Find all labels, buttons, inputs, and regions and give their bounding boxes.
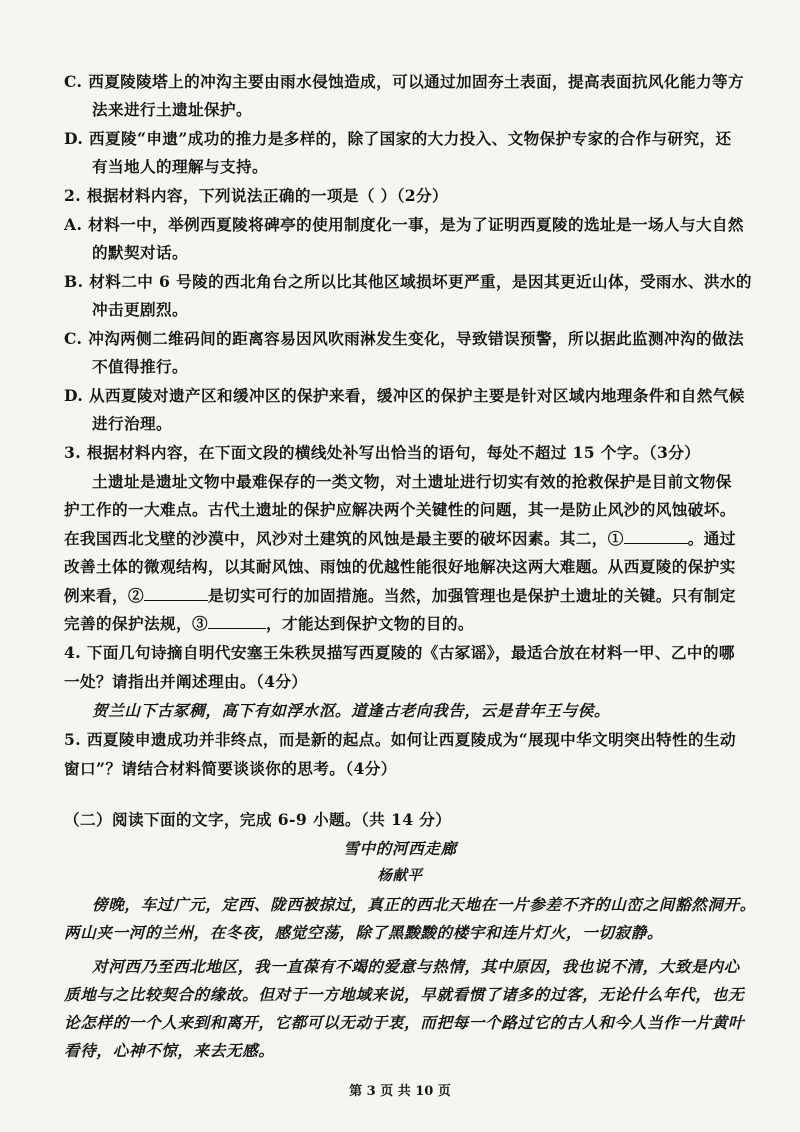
question-4-line2: 一处？请指出并阐述理由。（4分） [64, 672, 308, 691]
q3-passage-line2: 护工作的一大难点。古代土遗址的保护应解决两个关键性的问题，其一是防止风沙的风蚀破坏。 [64, 500, 736, 519]
option-c-line2: 法来进行土遗址保护。 [92, 100, 252, 119]
question-5-line1: 5. 西夏陵申遗成功并非终点，而是新的起点。如何让西夏陵成为“展现中华文明突出特性的生动 [64, 730, 737, 749]
q2-option-b-line1: B. 材料二中 6 号陵的西北角台之所以比其他区域损坏更严重，是因其更近山体，受雨水、洪水的 [64, 272, 752, 291]
article-p2-line3: 论怎样的一个人来到和离开，它都可以无动于衷，而把每一个路过它的古人和今人当作一片黄叶 [64, 1013, 745, 1032]
article-p1-line1: 傍晚，车过广元，定西、陇西被掠过，真正的西北天地在一片参差不齐的山峦之间豁然洞开。 [92, 895, 756, 914]
section-2-heading: （二）阅读下面的文字，完成 6-9 小题。（共 14 分） [64, 810, 452, 829]
article-p2-line4: 看待，心神不惊，来去无感。 [64, 1041, 275, 1060]
q2-option-d-line2: 进行治理。 [92, 414, 172, 433]
answer-blank-1[interactable] [624, 529, 688, 544]
page-footer: 第 3 页 共 10 页 [349, 1084, 451, 1099]
question-4-line1: 4. 下面几句诗摘自明代安塞王朱秩炅描写西夏陵的《古冢谣》，最适合放在材料一甲、乙中的哪 [64, 643, 735, 662]
q3-passage-line1: 土遗址是遗址文物中最难保存的一类文物，对土遗址进行切实有效的抢救保护是目前文物保 [92, 472, 732, 491]
q2-option-a-line1: A. 材料一中，举例西夏陵将碑亭的使用制度化一事，是为了证明西夏陵的选址是一场人与大自然 [64, 215, 744, 234]
question-5-line2: 窗口”？请结合材料简要谈谈你的思考。（4分） [64, 759, 397, 778]
q2-option-a-line2: 的默契对话。 [92, 243, 188, 262]
answer-blank-3[interactable] [208, 614, 266, 629]
q2-option-c-line2: 不值得推行。 [92, 357, 188, 376]
q2-option-b-line2: 冲击更剧烈。 [92, 300, 188, 319]
q3-passage-line5: 例来看，② 是切实可行的加固措施。当然，加强管理也是保护土遗址的关键。只有制定 [64, 586, 736, 605]
q2-option-d-line1: D. 从西夏陵对遗产区和缓冲区的保护来看，缓冲区的保护主要是针对区域内地理条件和自然气候 [64, 386, 745, 405]
option-d-line1: D. 西夏陵“申遗”成功的推力是多样的，除了国家的大力投入、文物保护专家的合作与研究，还 [64, 129, 732, 148]
article-p1-line2: 两山夹一河的兰州，在冬夜，感觉空荡，除了黑黢黢的楼宇和连片灯火，一切寂静。 [64, 923, 664, 942]
q3-passage-line6: 完善的保护法规，③ ，才能达到保护文物的目的。 [64, 614, 474, 633]
option-c-line1: C. 西夏陵陵塔上的冲沟主要由雨水侵蚀造成，可以通过加固夯土表面，提高表面抗风化能力等方 [64, 72, 744, 91]
option-d-line2: 有当地人的理解与支持。 [92, 157, 268, 176]
q3-passage-line3: 在我国西北戈壁的沙漠中，风沙对土建筑的风蚀是最主要的破坏因素。其二，① 。通过 [64, 529, 736, 548]
answer-blank-2[interactable] [144, 586, 208, 601]
question-2: 2. 根据材料内容，下列说法正确的一项是（ ）（2分） [64, 186, 449, 205]
q3-passage-line4: 改善土体的微观结构，以其耐风蚀、雨蚀的优越性能很好地解决这两大难题。从西夏陵的保护实 [64, 557, 736, 576]
poem-quote: 贺兰山下古冢稠，高下有如浮水沤。道逢古老向我告，云是昔年王与侯。 [92, 701, 611, 720]
article-title: 雪中的河西走廊 [343, 839, 457, 858]
q2-option-c-line1: C. 冲沟两侧二维码间的距离容易因风吹雨淋发生变化，导致错误预警，所以据此监测冲沟的做法 [64, 329, 744, 348]
question-3: 3. 根据材料内容，在下面文段的横线处补写出恰当的语句，每处不超过 15 个字。（3分） [64, 443, 701, 462]
article-p2-line2: 质地与之比较契合的缘故。但对于一方地域来说，早就看惯了诸多的过客，无论什么年代，也无 [64, 985, 745, 1004]
article-author: 杨献平 [377, 867, 423, 884]
article-p2-line1: 对河西乃至西北地区，我一直葆有不竭的爱意与热情，其中原因，我也说不清，大致是内心 [92, 957, 740, 976]
